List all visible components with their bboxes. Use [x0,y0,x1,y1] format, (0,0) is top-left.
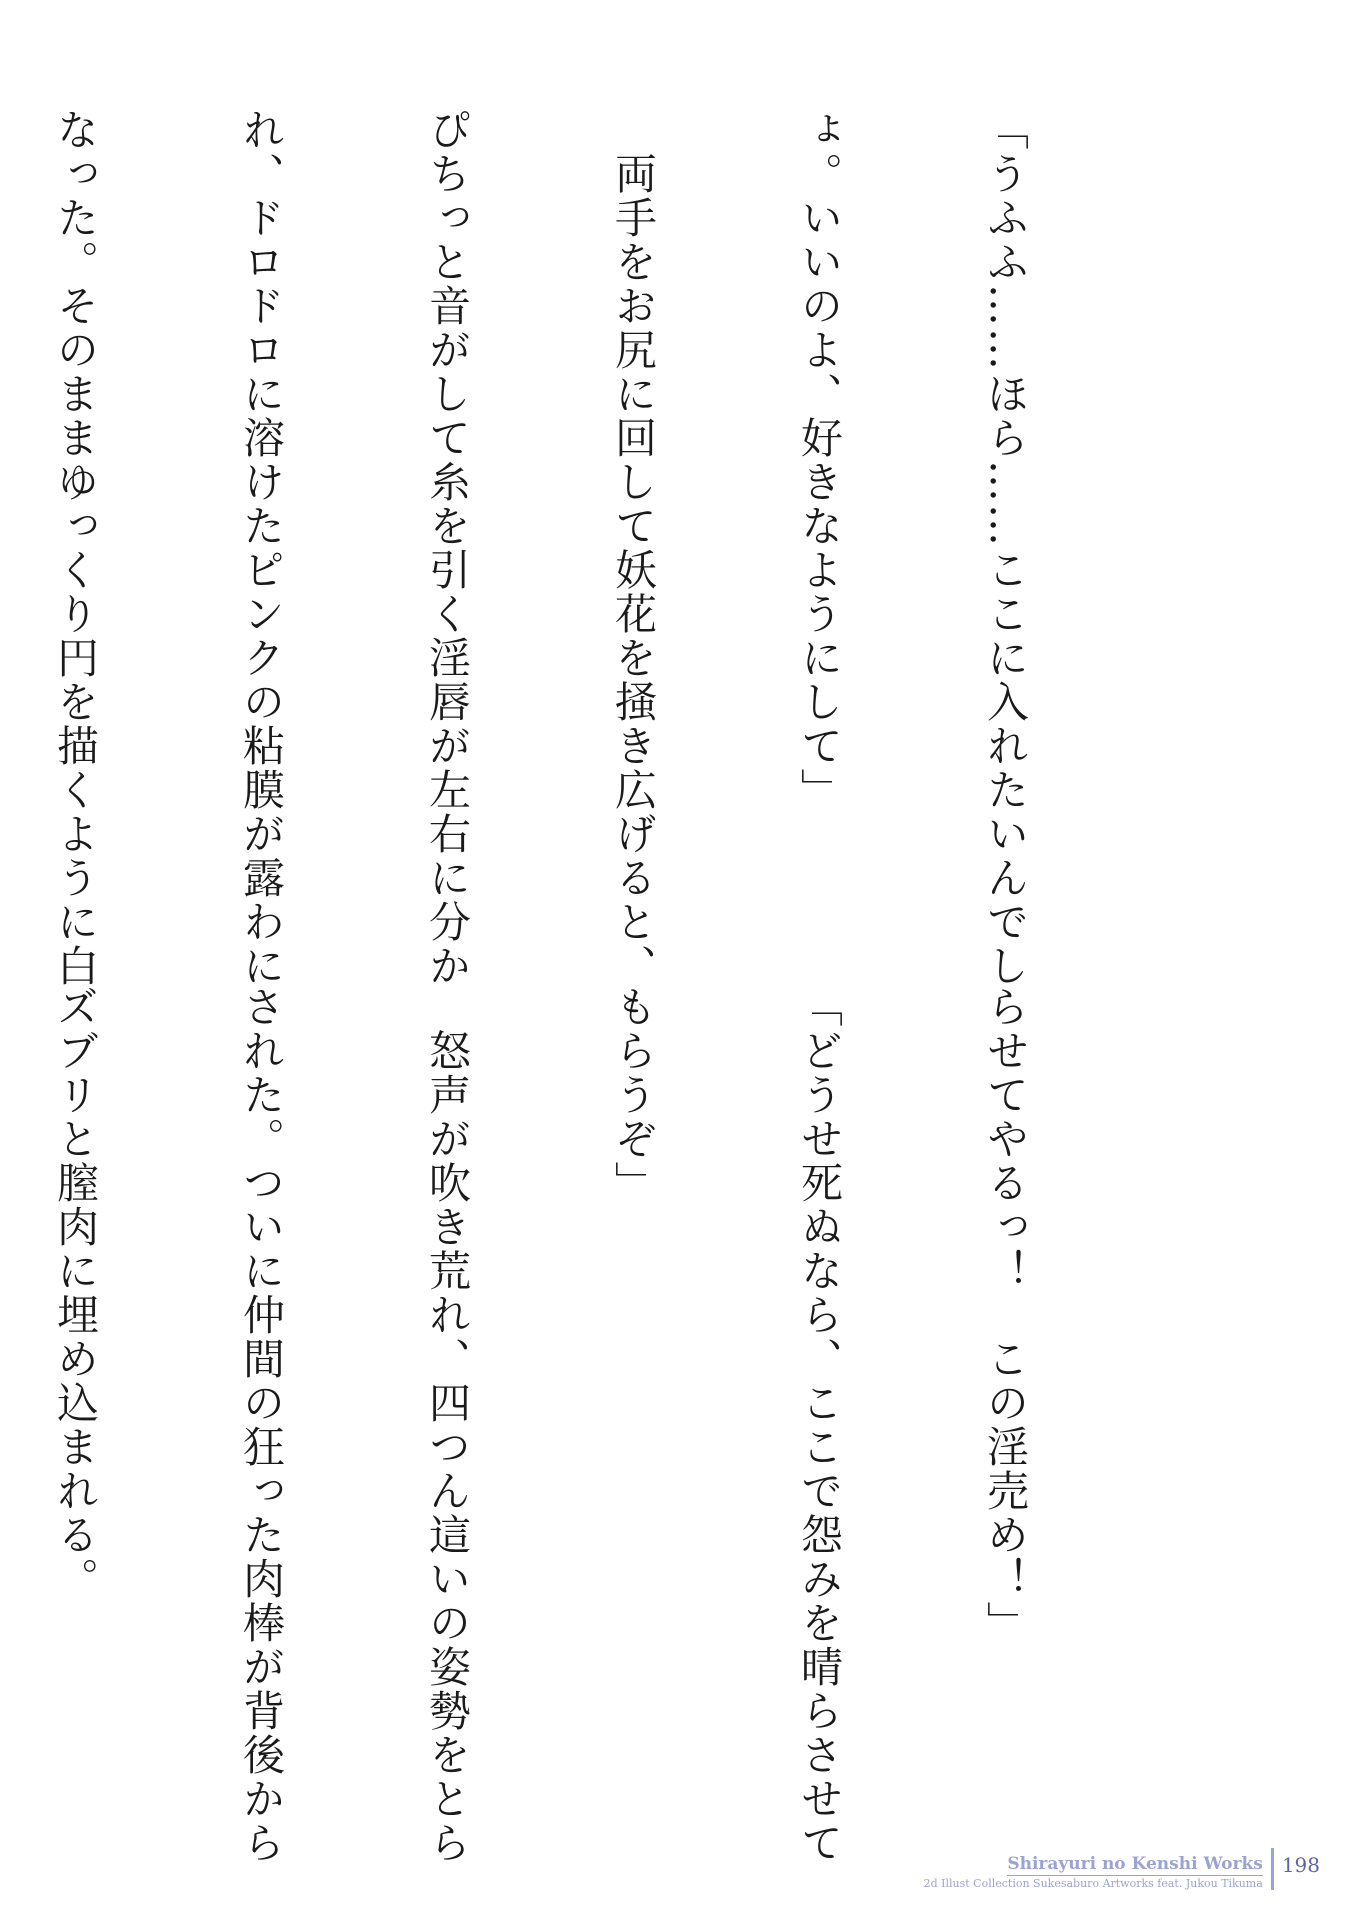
paragraph-line: 両手をお尻に回して妖花を掻き広げると、 [609,108,658,988]
series-title: Shirayuri no Kenshi Works [1007,1854,1263,1874]
paragraph-line: された。ついに仲間の狂った肉棒が背後から [237,985,286,1865]
paragraph-line: ズブリと膣肉に埋め込まれる。 [51,985,100,1601]
paragraph-line: 「どうせ死ぬなら、ここで怨みを晴らさせて [795,985,844,1865]
paragraph-line: 怒声が吹き荒れ、四つん這いの姿勢をとら [423,985,472,1865]
paragraph-line: なった。そのままゆっくり円を描くように白 [51,108,100,988]
footer-divider [1271,1848,1274,1890]
text-block-bottom [51,985,1160,1865]
paragraph-line: ぴちっと音がして糸を引く淫唇が左右に分か [423,108,472,988]
paragraph-line: 「うふふ……ほら……ここに入れたいんでし [981,108,1030,988]
series-subtitle: 2d Illust Collection Sukesaburo Artworks feat. Jukou Tikuma [923,1877,1263,1890]
paragraph-line: れ、ドロドロに溶けたピンクの粘膜が露わに [237,108,286,988]
footer-text [924,1853,1271,1892]
paragraph-line: もらうぞ」 [609,985,658,1205]
paragraph-line: ょ。いいのよ、好きなようにして」 [795,108,844,812]
text-block-top [51,108,1160,988]
page-footer [924,1832,1320,1892]
paragraph-line: らせてやるっ！ この淫売め！」 [981,985,1030,1645]
page-number: 198 [1281,1853,1320,1877]
